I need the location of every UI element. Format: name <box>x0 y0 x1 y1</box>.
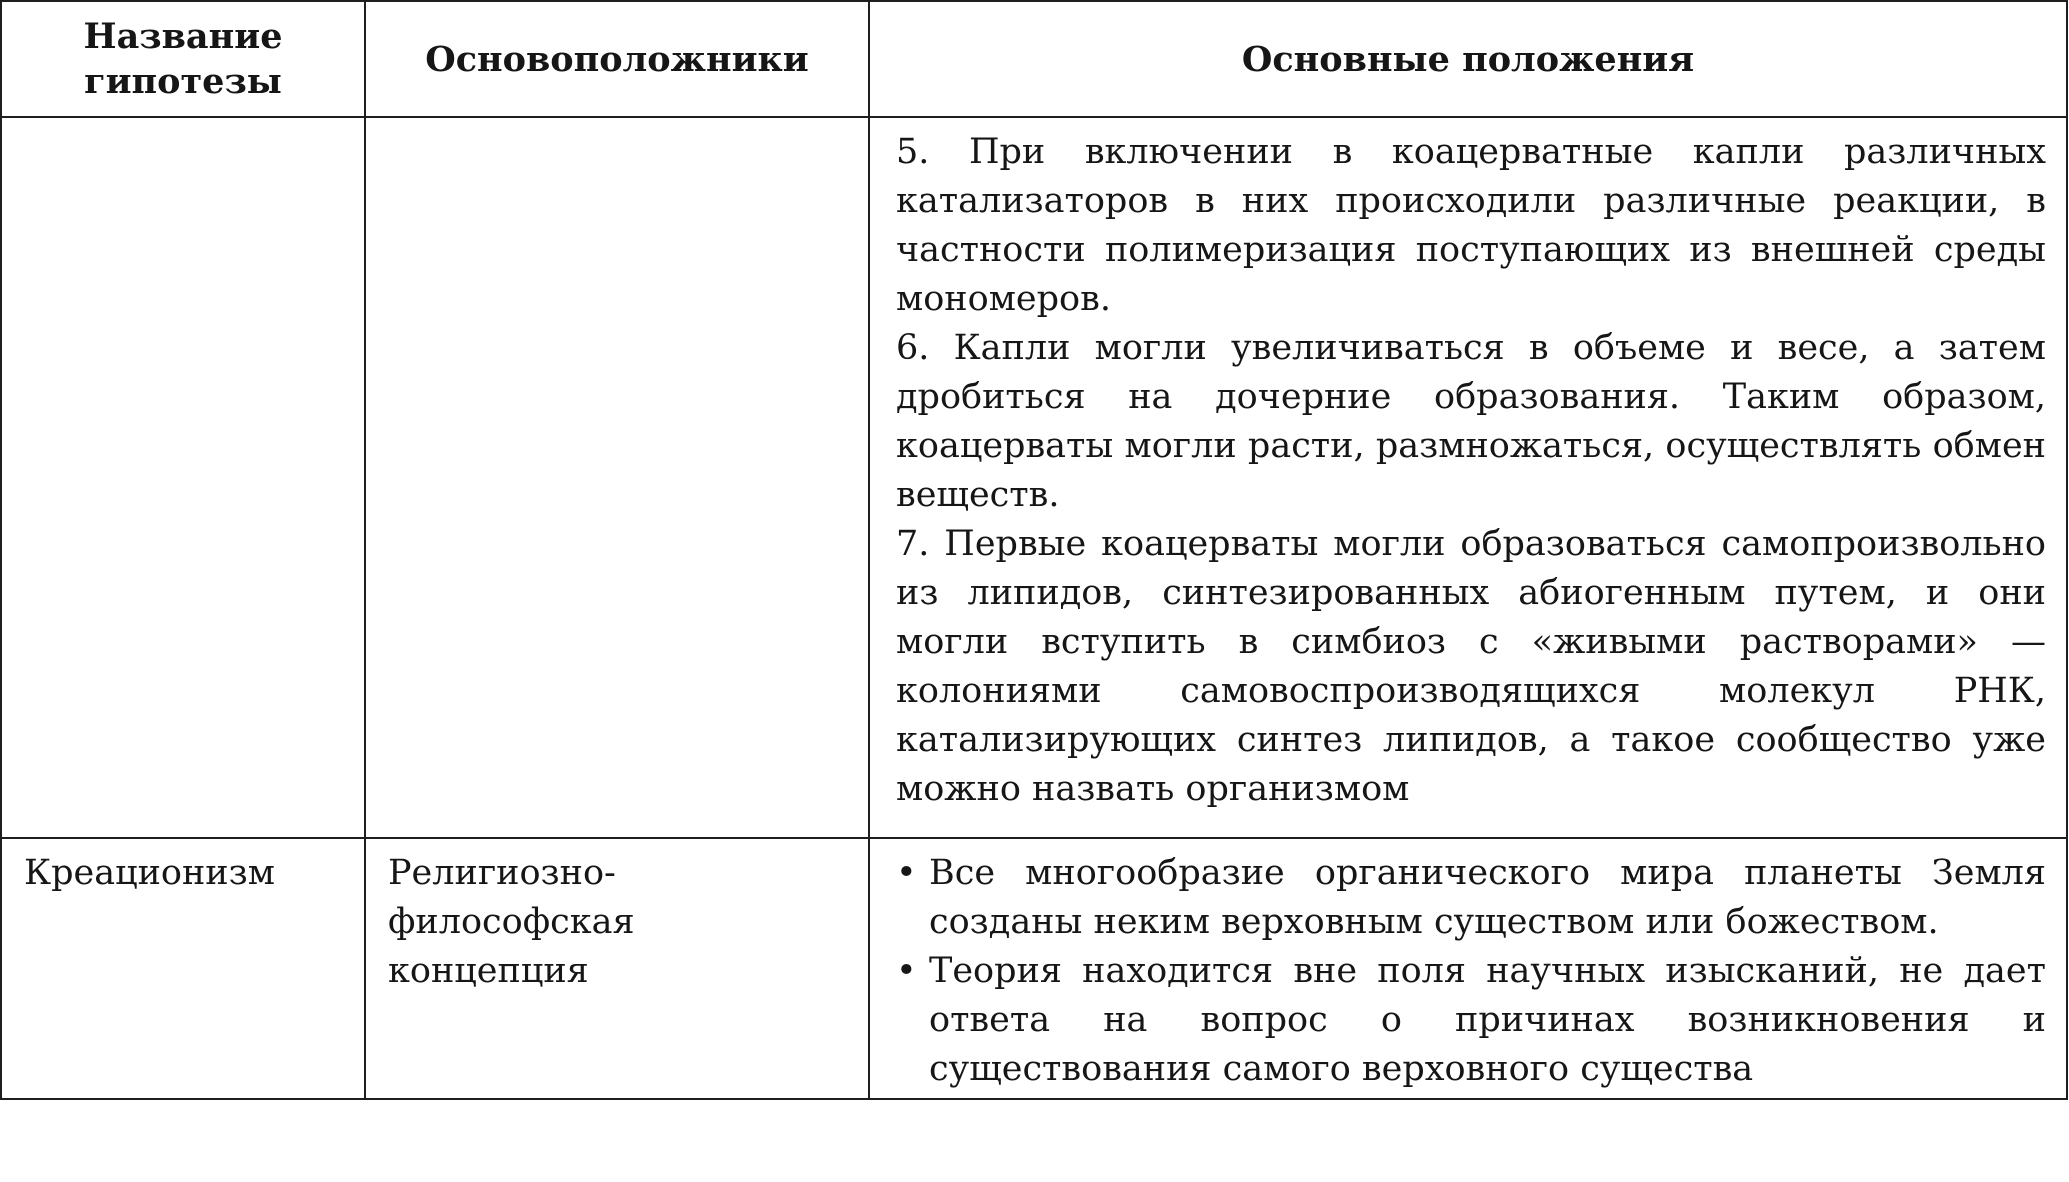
provision-paragraph-5: 5. При включении в коацерватные капли различных катализаторов в них происходили различные реакции, в частности полимеризация поступающих из внешней среды мономеров. <box>896 132 2046 319</box>
provisions-cell <box>869 838 2067 1099</box>
bullet-icon: • <box>896 853 917 893</box>
header-main-provisions: Основные положения <box>869 1 2067 117</box>
provisions-bullet-list <box>896 849 2046 1094</box>
hypothesis-name-cell: Креационизм <box>1 838 365 1099</box>
provisions-cell <box>869 117 2067 838</box>
bullet-text: Все многообразие органического мира планеты Земля созданы неким верховным существом или божеством. <box>929 853 2046 942</box>
table-row <box>1 838 2067 1099</box>
list-item <box>896 947 2046 1094</box>
founders-cell: Религиозно-философская концепция <box>365 838 869 1099</box>
bullet-text: Теория находится вне поля научных изысканий, не дает ответа на вопрос о причинах возникновения и существования самого верховного существа <box>929 951 2046 1089</box>
founders-cell <box>365 117 869 838</box>
table-row <box>1 117 2067 838</box>
header-hypothesis-name: Название гипотезы <box>1 1 365 117</box>
header-founders: Основоположники <box>365 1 869 117</box>
header-row <box>1 1 2067 117</box>
provision-paragraph-7: 7. Первые коацерваты могли образоваться самопроизвольно из липидов, синтезированных абиогенным путем, и они могли вступить в симбиоз с «живыми растворами» — колониями самовоспроизводящихся молекул РНК, катализирующих синтез липидов, а такое сообщество уже можно назвать организмом <box>896 524 2046 809</box>
bullet-icon: • <box>896 951 917 991</box>
list-item <box>896 849 2046 947</box>
hypothesis-name-cell <box>1 117 365 838</box>
provision-paragraph-6: 6. Капли могли увеличиваться в объеме и весе, а затем дробиться на дочерние образования. Таким образом, коацерваты могли расти, размножаться, осуществлять обмен веществ. <box>896 328 2046 515</box>
